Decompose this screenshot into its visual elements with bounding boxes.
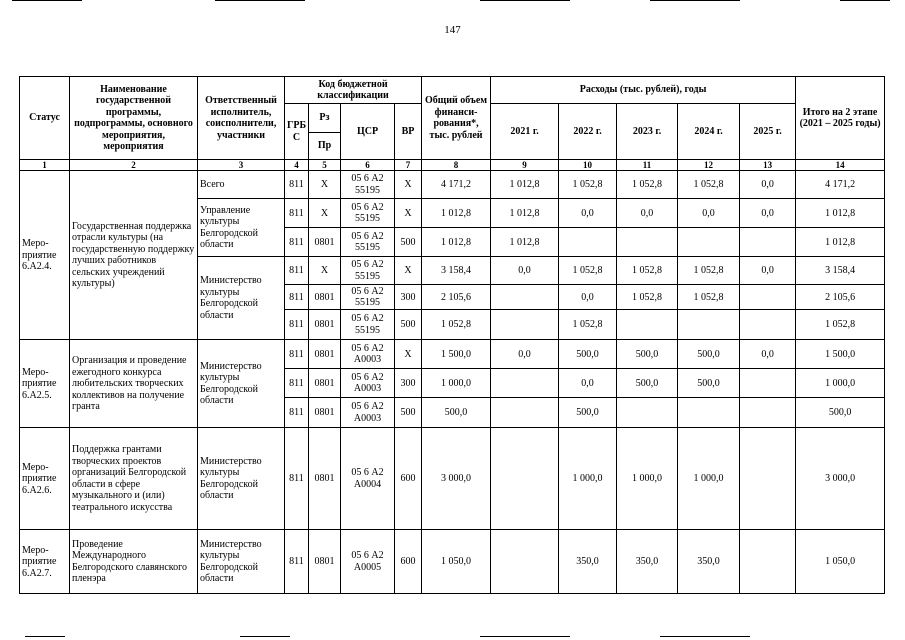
rzpr-cell: 0801 <box>309 228 341 257</box>
header-vr: ВР <box>395 104 422 160</box>
csr-cell: 05 6 А2 55195 <box>341 199 395 228</box>
header-csr: ЦСР <box>341 104 395 160</box>
csr-cell: 05 6 А2 55195 <box>341 228 395 257</box>
year-2022-cell: 500,0 <box>559 340 617 369</box>
executor-cell: Всего <box>198 171 285 199</box>
table-row <box>20 428 885 530</box>
header-executor: Ответственный исполнитель, соисполнители, участники <box>198 77 285 160</box>
rzpr-cell: 0801 <box>309 369 341 398</box>
grbs-cell: 811 <box>285 171 309 199</box>
vr-cell: 300 <box>395 369 422 398</box>
rzpr-cell: Х <box>309 171 341 199</box>
column-number: 12 <box>678 160 740 171</box>
stage-total-cell: 3 158,4 <box>796 257 885 285</box>
total-cell: 3 000,0 <box>422 428 491 530</box>
rzpr-cell: 0801 <box>309 340 341 369</box>
year-2024-cell: 350,0 <box>678 530 740 594</box>
column-number: 11 <box>617 160 678 171</box>
header-status: Статус <box>20 77 70 160</box>
vr-cell: 500 <box>395 310 422 340</box>
year-2025-cell <box>740 398 796 428</box>
total-cell: 1 012,8 <box>422 228 491 257</box>
executor-cell: Министерство культуры Белгородской области <box>198 428 285 530</box>
rzpr-cell: 0801 <box>309 398 341 428</box>
year-2024-cell: 500,0 <box>678 340 740 369</box>
year-2023-cell: 1 052,8 <box>617 171 678 199</box>
measure-name: Проведение Международного Белгородского славянского пленэра <box>70 530 198 594</box>
year-2025-cell <box>740 228 796 257</box>
year-2025-cell <box>740 428 796 530</box>
column-number: 1 <box>20 160 70 171</box>
rzpr-cell: Х <box>309 199 341 228</box>
year-2021-cell <box>491 310 559 340</box>
csr-cell: 05 6 А2 А0003 <box>341 369 395 398</box>
bottom-edge-line <box>660 636 750 637</box>
year-2021-cell: 0,0 <box>491 257 559 285</box>
status-cell: Меро- приятие 6.А2.6. <box>20 428 70 530</box>
year-2022-cell: 0,0 <box>559 199 617 228</box>
header-total-volume: Общий объем финанси- рования*, тыс. рублей <box>422 77 491 160</box>
header-stage-total: Итого на 2 этапе (2021 – 2025 годы) <box>796 77 885 160</box>
year-2024-cell: 1 000,0 <box>678 428 740 530</box>
grbs-cell: 811 <box>285 369 309 398</box>
vr-cell: 500 <box>395 228 422 257</box>
vr-cell: Х <box>395 199 422 228</box>
year-2021-cell <box>491 398 559 428</box>
rzpr-cell: 0801 <box>309 530 341 594</box>
year-2023-cell: 1 000,0 <box>617 428 678 530</box>
header-year: 2025 г. <box>740 104 796 160</box>
rzpr-cell: Х <box>309 257 341 285</box>
year-2021-cell <box>491 285 559 310</box>
year-2025-cell: 0,0 <box>740 171 796 199</box>
year-2021-cell: 0,0 <box>491 340 559 369</box>
grbs-cell: 811 <box>285 530 309 594</box>
status-cell: Меро- приятие 6.А2.7. <box>20 530 70 594</box>
csr-cell: 05 6 А2 55195 <box>341 171 395 199</box>
total-cell: 4 171,2 <box>422 171 491 199</box>
csr-cell: 05 6 А2 А0003 <box>341 340 395 369</box>
stage-total-cell: 1 050,0 <box>796 530 885 594</box>
year-2024-cell <box>678 310 740 340</box>
vr-cell: Х <box>395 171 422 199</box>
total-cell: 1 500,0 <box>422 340 491 369</box>
stage-total-cell: 1 052,8 <box>796 310 885 340</box>
year-2023-cell: 500,0 <box>617 340 678 369</box>
stage-total-cell: 2 105,6 <box>796 285 885 310</box>
year-2022-cell: 500,0 <box>559 398 617 428</box>
total-cell: 3 158,4 <box>422 257 491 285</box>
vr-cell: 600 <box>395 428 422 530</box>
year-2021-cell: 1 012,8 <box>491 171 559 199</box>
year-2023-cell: 500,0 <box>617 369 678 398</box>
year-2024-cell <box>678 398 740 428</box>
bottom-edge-line <box>480 636 570 637</box>
total-cell: 1 000,0 <box>422 369 491 398</box>
bottom-edge-line <box>240 636 290 637</box>
year-2024-cell <box>678 228 740 257</box>
status-cell: Меро- приятие 6.А2.5. <box>20 340 70 428</box>
csr-cell: 05 6 А2 А0004 <box>341 428 395 530</box>
year-2025-cell: 0,0 <box>740 340 796 369</box>
measure-name: Государственная поддержка отрасли культуры (на государственную поддержку лучших работников сельских учреждений культуры) <box>70 171 198 340</box>
header-year: 2021 г. <box>491 104 559 160</box>
header-grbs: ГРБ С <box>285 104 309 160</box>
total-cell: 1 012,8 <box>422 199 491 228</box>
stage-total-cell: 1 012,8 <box>796 199 885 228</box>
executor-cell: Министерство культуры Белгородской области <box>198 530 285 594</box>
status-cell: Меро- приятие 6.А2.4. <box>20 171 70 340</box>
year-2023-cell <box>617 310 678 340</box>
year-2023-cell: 1 052,8 <box>617 285 678 310</box>
table-row <box>20 530 885 594</box>
year-2022-cell: 0,0 <box>559 285 617 310</box>
budget-table <box>19 76 885 594</box>
vr-cell: 500 <box>395 398 422 428</box>
header-name: Наименование государственной программы, подпрограммы, основного мероприятия, мероприятия <box>70 77 198 160</box>
header-rz: Рз <box>309 104 341 133</box>
header-year: 2023 г. <box>617 104 678 160</box>
measure-name: Поддержка грантами творческих проектов организаций Белгородской области в сфере музыкального и (или) театрального искусства <box>70 428 198 530</box>
grbs-cell: 811 <box>285 310 309 340</box>
measure-name: Организация и проведение ежегодного конкурса любительских творческих коллективов на получение гранта <box>70 340 198 428</box>
grbs-cell: 811 <box>285 398 309 428</box>
csr-cell: 05 6 А2 55195 <box>341 257 395 285</box>
grbs-cell: 811 <box>285 340 309 369</box>
year-2021-cell <box>491 428 559 530</box>
vr-cell: 300 <box>395 285 422 310</box>
stage-total-cell: 1 500,0 <box>796 340 885 369</box>
column-number: 10 <box>559 160 617 171</box>
year-2022-cell: 350,0 <box>559 530 617 594</box>
vr-cell: Х <box>395 257 422 285</box>
total-cell: 1 050,0 <box>422 530 491 594</box>
column-number: 13 <box>740 160 796 171</box>
table-row <box>20 340 885 369</box>
column-number: 3 <box>198 160 285 171</box>
rzpr-cell: 0801 <box>309 310 341 340</box>
executor-cell: Министерство культуры Белгородской области <box>198 340 285 428</box>
year-2022-cell: 1 052,8 <box>559 310 617 340</box>
bottom-edge-line <box>25 636 65 637</box>
column-number: 9 <box>491 160 559 171</box>
stage-total-cell: 1 000,0 <box>796 369 885 398</box>
year-2024-cell: 500,0 <box>678 369 740 398</box>
column-number: 2 <box>70 160 198 171</box>
column-number: 14 <box>796 160 885 171</box>
csr-cell: 05 6 А2 55195 <box>341 310 395 340</box>
top-edge-line <box>480 0 570 1</box>
year-2021-cell <box>491 530 559 594</box>
grbs-cell: 811 <box>285 257 309 285</box>
year-2023-cell: 350,0 <box>617 530 678 594</box>
year-2021-cell: 1 012,8 <box>491 199 559 228</box>
column-number: 5 <box>309 160 341 171</box>
year-2025-cell: 0,0 <box>740 257 796 285</box>
column-number: 4 <box>285 160 309 171</box>
year-2022-cell <box>559 228 617 257</box>
year-2023-cell: 0,0 <box>617 199 678 228</box>
year-2024-cell: 0,0 <box>678 199 740 228</box>
executor-cell: Управление культуры Белгородской области <box>198 199 285 257</box>
year-2022-cell: 0,0 <box>559 369 617 398</box>
rzpr-cell: 0801 <box>309 428 341 530</box>
top-edge-line <box>650 0 740 1</box>
top-edge-line <box>215 0 305 1</box>
year-2021-cell: 1 012,8 <box>491 228 559 257</box>
year-2024-cell: 1 052,8 <box>678 171 740 199</box>
stage-total-cell: 3 000,0 <box>796 428 885 530</box>
grbs-cell: 811 <box>285 428 309 530</box>
csr-cell: 05 6 А2 55195 <box>341 285 395 310</box>
year-2025-cell: 0,0 <box>740 199 796 228</box>
total-cell: 1 052,8 <box>422 310 491 340</box>
column-number: 6 <box>341 160 395 171</box>
stage-total-cell: 1 012,8 <box>796 228 885 257</box>
year-2022-cell: 1 052,8 <box>559 257 617 285</box>
header-pr: Пр <box>309 133 341 160</box>
column-number: 7 <box>395 160 422 171</box>
year-2024-cell: 1 052,8 <box>678 285 740 310</box>
header-expenses: Расходы (тыс. рублей), годы <box>491 77 796 104</box>
year-2024-cell: 1 052,8 <box>678 257 740 285</box>
rzpr-cell: 0801 <box>309 285 341 310</box>
top-edge-line <box>840 0 890 1</box>
top-edge-line <box>12 0 82 1</box>
stage-total-cell: 500,0 <box>796 398 885 428</box>
vr-cell: Х <box>395 340 422 369</box>
year-2025-cell <box>740 285 796 310</box>
year-2025-cell <box>740 530 796 594</box>
total-cell: 2 105,6 <box>422 285 491 310</box>
year-2022-cell: 1 000,0 <box>559 428 617 530</box>
year-2022-cell: 1 052,8 <box>559 171 617 199</box>
grbs-cell: 811 <box>285 285 309 310</box>
grbs-cell: 811 <box>285 199 309 228</box>
vr-cell: 600 <box>395 530 422 594</box>
year-2023-cell <box>617 228 678 257</box>
year-2025-cell <box>740 310 796 340</box>
csr-cell: 05 6 А2 А0005 <box>341 530 395 594</box>
year-2023-cell <box>617 398 678 428</box>
csr-cell: 05 6 А2 А0003 <box>341 398 395 428</box>
grbs-cell: 811 <box>285 228 309 257</box>
year-2025-cell <box>740 369 796 398</box>
page-number: 147 <box>444 24 461 36</box>
year-2021-cell <box>491 369 559 398</box>
header-budget-code: Код бюджетной классификации <box>285 77 422 104</box>
table-row <box>20 171 885 199</box>
executor-cell: Министерство культуры Белгородской области <box>198 257 285 340</box>
total-cell: 500,0 <box>422 398 491 428</box>
year-2023-cell: 1 052,8 <box>617 257 678 285</box>
header-year: 2022 г. <box>559 104 617 160</box>
stage-total-cell: 4 171,2 <box>796 171 885 199</box>
header-year: 2024 г. <box>678 104 740 160</box>
column-number: 8 <box>422 160 491 171</box>
